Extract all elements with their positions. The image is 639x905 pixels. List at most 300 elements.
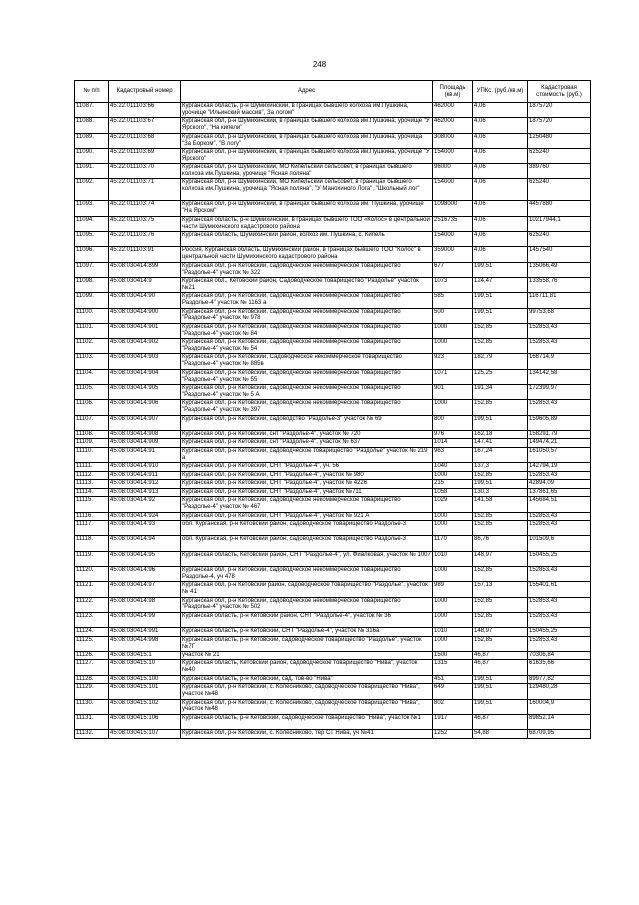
address-cell: Курганская обл, р-н Кетовский, Садоводческое некоммерческое товарищество "Раздолье-4" участок № 885в — [181, 354, 433, 369]
address-cell: Курганская обл, р-н Кетовский, садоводческое некоммерческое товарищество "Раздолье-4" участок № 502 — [181, 597, 433, 612]
row-number-cell: 11119. — [75, 551, 109, 566]
cadastral-cost-cell: 116711,81 — [528, 293, 591, 308]
row-number-cell: 11124. — [75, 628, 109, 637]
header-cadastral-number: Кадастровый номер — [109, 81, 181, 103]
address-cell: Курганская область, р-н Шумихинский, в границах бывшего колхоза им.Пушкина, урочище "Ильинский массив", За логом" — [181, 103, 433, 118]
address-cell: Курганская обл, р-н Шумихинский, МО Кипельский сельсовет, в границах бывшего колхоза им.Пушкина, урочища "Ясная поляна", "У Манохиного Лога", "Школьный лог" — [181, 179, 433, 201]
row-number-cell: 11101. — [75, 323, 109, 338]
area-cell: 1098000 — [433, 201, 473, 216]
area-cell: 1000 — [433, 339, 473, 354]
address-cell: Курганская обл, р-н Кетовский, садоводческое некоммерческое товарищество "Раздолье-4" участок № 84 — [181, 323, 433, 338]
area-cell: 2516735 — [433, 216, 473, 231]
cadastral-cost-cell: 152853,43 — [528, 323, 591, 338]
table-row — [75, 369, 591, 384]
row-number-cell: 11087. — [75, 103, 109, 118]
cadastral-cost-cell: 129480,28 — [528, 684, 591, 699]
cadastral-number-cell: 45:08:030414:904 — [109, 369, 181, 384]
cadastral-number-cell: 45:08:030414:905 — [109, 385, 181, 400]
cadastral-cost-cell: 150455,25 — [528, 628, 591, 637]
cadastral-number-cell: 45:08:030414:899 — [109, 262, 181, 277]
upks-cell: 4,06 — [473, 103, 528, 118]
address-cell: Курганская область, Кетовский район, СНТ "Раздолье-4", ул. Фиалковая, участок № 1007 — [181, 551, 433, 566]
cadastral-cost-cell: 152853,43 — [528, 597, 591, 612]
upks-cell: 199,51 — [473, 262, 528, 277]
address-cell: Курганская обл, р-н Кетовский, садоводческое некоммерческое товарищество "Раздолье-4" участок № 54 — [181, 339, 433, 354]
address-cell: Курганская обл, р-н Кетовский, СНТ "Раздолье-4", участок №711 — [181, 488, 433, 497]
table-row — [75, 232, 591, 247]
area-cell: 308000 — [433, 133, 473, 148]
cadastral-cost-cell: 89852,14 — [528, 714, 591, 729]
table-row — [75, 216, 591, 231]
upks-cell: 152,85 — [473, 566, 528, 581]
table-header-row — [75, 81, 591, 103]
row-number-cell: 11120. — [75, 566, 109, 581]
area-cell: 1000 — [433, 512, 473, 521]
address-cell: Россия, Курганская область, Шумихинский район, в границах бывшего ТОО "Колос" в центральной части Шумихинского кадастрового района — [181, 247, 433, 262]
cadastral-number-cell: 45:08:030414:991 — [109, 628, 181, 637]
table-row — [75, 714, 591, 729]
row-number-cell: 11117. — [75, 521, 109, 536]
address-cell: Курганская обл, р-н Кетовский, с. Колесниково, садоводческое товарищество "Нива", участок №48 — [181, 699, 433, 714]
upks-cell: 152,85 — [473, 521, 528, 536]
table-row — [75, 480, 591, 489]
table-row — [75, 651, 591, 660]
header-address: Адрес — [181, 81, 433, 103]
area-cell: 1500 — [433, 651, 473, 660]
cadastral-number-cell: 45:08:030414:911 — [109, 471, 181, 480]
cadastral-cost-cell: 142794,19 — [528, 463, 591, 472]
cadastral-number-cell: 45:08:030414:913 — [109, 488, 181, 497]
cadastral-cost-cell: 1457540 — [528, 247, 591, 262]
area-cell: 1000 — [433, 597, 473, 612]
area-cell: 649 — [433, 684, 473, 699]
row-number-cell: 11113. — [75, 480, 109, 489]
upks-cell: 4,06 — [473, 164, 528, 179]
address-cell: участок № 21 — [181, 651, 433, 660]
row-number-cell: 11122. — [75, 597, 109, 612]
table-row — [75, 439, 591, 448]
upks-cell: 54,88 — [473, 730, 528, 739]
cadastral-cost-cell: 625240 — [528, 179, 591, 201]
row-number-cell: 11107. — [75, 415, 109, 430]
area-cell: 923 — [433, 354, 473, 369]
upks-cell: 152,85 — [473, 636, 528, 651]
table-row — [75, 612, 591, 627]
row-number-cell: 11092. — [75, 179, 109, 201]
area-cell: 500 — [433, 308, 473, 323]
row-number-cell: 11094. — [75, 216, 109, 231]
header-area: Площадь (кв.м) — [433, 81, 473, 103]
table-row — [75, 148, 591, 163]
upks-cell: 4,06 — [473, 247, 528, 262]
cadastral-number-cell: 45:08:030414:909 — [109, 439, 181, 448]
cadastral-cost-cell: 68709,95 — [528, 730, 591, 739]
address-cell: Курганская обл, р-н Кетовский, садоводческое некоммерческое товарищество "Раздолье-4" участок № 55 — [181, 369, 433, 384]
upks-cell: 199,51 — [473, 699, 528, 714]
area-cell: 1000 — [433, 566, 473, 581]
cadastral-number-cell: 45:22:011103:69 — [109, 148, 181, 163]
cadastral-table — [74, 80, 591, 739]
header-upks: УПКс. (руб./кв.м) — [473, 81, 528, 103]
cadastral-number-cell: 45:08:030414:94 — [109, 536, 181, 551]
row-number-cell: 11100. — [75, 308, 109, 323]
address-cell: Курганская обл, р-н Шумихинский, в границах бывшего колхоза им. Пушкина, урочище "На Ярском" — [181, 201, 433, 216]
cadastral-number-cell: 45:08:030415:101 — [109, 684, 181, 699]
cadastral-number-cell: 45:08:030414:908 — [109, 430, 181, 439]
cadastral-number-cell: 45:08:030414:97 — [109, 582, 181, 597]
area-cell: 1000 — [433, 636, 473, 651]
address-cell: Курганская область, р-н Кетовский, сад. тов-во "Нива" — [181, 675, 433, 684]
address-cell: Курганская обл, р-н Кетовский, СНТ "Раздолье-4", участок № 921 А — [181, 512, 433, 521]
address-cell: Курганская область, Шумихинский район, колхоз им. Пушкина, с. Кипель — [181, 232, 433, 247]
upks-cell: 147,41 — [473, 439, 528, 448]
upks-cell: 141,58 — [473, 497, 528, 512]
upks-cell: 182,79 — [473, 354, 528, 369]
upks-cell: 199,51 — [473, 480, 528, 489]
row-number-cell: 11097. — [75, 262, 109, 277]
table-row — [75, 628, 591, 637]
area-cell: 989 — [433, 582, 473, 597]
cadastral-cost-cell: 152853,43 — [528, 471, 591, 480]
upks-cell: 46,87 — [473, 714, 528, 729]
cadastral-cost-cell: 42894,09 — [528, 480, 591, 489]
cadastral-number-cell: 45:22:011103:91 — [109, 247, 181, 262]
upks-cell: 167,24 — [473, 447, 528, 462]
address-cell: Курганская обл, р-н Шумихинский, в границах бывшего колхоза им.Пушкина, урочище "У Ярского" — [181, 148, 433, 163]
table-row — [75, 730, 591, 739]
cadastral-cost-cell: 389760 — [528, 164, 591, 179]
page-number: 248 — [312, 60, 327, 69]
row-number-cell: 11091. — [75, 164, 109, 179]
table-row — [75, 675, 591, 684]
cadastral-number-cell: 45:08:030414:9 — [109, 277, 181, 292]
cadastral-number-cell: 45:08:030414:907 — [109, 415, 181, 430]
row-number-cell: 11095. — [75, 232, 109, 247]
table-row — [75, 597, 591, 612]
upks-cell: 191,34 — [473, 385, 528, 400]
upks-cell: 4,06 — [473, 148, 528, 163]
area-cell: 1010 — [433, 551, 473, 566]
table-row — [75, 133, 591, 148]
cadastral-cost-cell: 172399,97 — [528, 385, 591, 400]
area-cell: 451 — [433, 675, 473, 684]
upks-cell: 148,97 — [473, 628, 528, 637]
upks-cell: 152,85 — [473, 471, 528, 480]
upks-cell: 4,06 — [473, 133, 528, 148]
area-cell: 154000 — [433, 179, 473, 201]
cadastral-number-cell: 45:08:030414:99 — [109, 612, 181, 627]
row-number-cell: 11112. — [75, 471, 109, 480]
area-cell: 802 — [433, 699, 473, 714]
cadastral-cost-cell: 1875720 — [528, 103, 591, 118]
area-cell: 359000 — [433, 247, 473, 262]
cadastral-cost-cell: 152853,43 — [528, 521, 591, 536]
row-number-cell: 11131. — [75, 714, 109, 729]
address-cell: Курганская обл, р-н Кетовский, снт "Раздолье-4", участок № 720 — [181, 430, 433, 439]
row-number-cell: 11110. — [75, 447, 109, 462]
cadastral-cost-cell: 134142,58 — [528, 369, 591, 384]
table-row — [75, 636, 591, 651]
cadastral-number-cell: 45:22:011103:76 — [109, 232, 181, 247]
area-cell: 1000 — [433, 521, 473, 536]
cadastral-cost-cell: 61635,66 — [528, 660, 591, 675]
area-cell: 677 — [433, 262, 473, 277]
upks-cell: 157,13 — [473, 582, 528, 597]
cadastral-number-cell: 45:22:011103:70 — [109, 164, 181, 179]
row-number-cell: 11098. — [75, 277, 109, 292]
area-cell: 1000 — [433, 612, 473, 627]
cadastral-number-cell: 45:22:011103:71 — [109, 179, 181, 201]
upks-cell: 124,47 — [473, 277, 528, 292]
cadastral-number-cell: 45:08:030414:93 — [109, 521, 181, 536]
header-number: № п/п — [75, 81, 109, 103]
area-cell: 1040 — [433, 463, 473, 472]
upks-cell: 4,06 — [473, 201, 528, 216]
address-cell: Курганская обл, р-н Кетовский, садоводческое некоммерческое товарищество "Раздолье-4" участок № 397 — [181, 400, 433, 415]
area-cell: 462000 — [433, 118, 473, 133]
address-cell: Курганская обл, р-н Кетовский, с. Колесниково, садоводческое товарищество "Нива", участок №48 — [181, 684, 433, 699]
cadastral-cost-cell: 625240 — [528, 148, 591, 163]
upks-cell: 152,85 — [473, 400, 528, 415]
cadastral-cost-cell: 159605,89 — [528, 415, 591, 430]
cadastral-cost-cell: 1875720 — [528, 118, 591, 133]
cadastral-cost-cell: 99753,68 — [528, 308, 591, 323]
address-cell: Курганская обл, р-н Кетовский, садоводческое некоммерческое товарищество " Раздолье-4" участок № 1163 а — [181, 293, 433, 308]
cadastral-cost-cell: 168714,9 — [528, 354, 591, 369]
cadastral-cost-cell: 152853,43 — [528, 512, 591, 521]
cadastral-number-cell: 45:08:030415:100 — [109, 675, 181, 684]
upks-cell: 199,51 — [473, 415, 528, 430]
address-cell: Курганская обл, р-н Кетовский район, садоводческое товарищество "Раздолье", участок № 41 — [181, 582, 433, 597]
cadastral-number-cell: 45:22:011103:68 — [109, 133, 181, 148]
row-number-cell: 11093. — [75, 201, 109, 216]
address-cell: Курганская область, р-н Кетовский, СНТ "Раздолье-4", участок № 316а — [181, 628, 433, 637]
table-row — [75, 179, 591, 201]
table-row — [75, 415, 591, 430]
row-number-cell: 11102. — [75, 339, 109, 354]
table-row — [75, 488, 591, 497]
upks-cell: 152,85 — [473, 597, 528, 612]
area-cell: 154000 — [433, 148, 473, 163]
cadastral-number-cell: 45:22:011103:75 — [109, 216, 181, 231]
area-cell: 1000 — [433, 471, 473, 480]
address-cell: Курганская область, Кетовский район, садоводческое товарищество "Нива", участок №40 — [181, 660, 433, 675]
upks-cell: 152,85 — [473, 512, 528, 521]
area-cell: 585 — [433, 293, 473, 308]
address-cell: Курганская область, р-н Шумихинский, в границах бывшего ТОО «Колос» в центральной части Шумихинского кадастрового района — [181, 216, 433, 231]
address-cell: Курганская обл, р-н Кетовский, садоводческое товарищество "Раздолье" участок № 219 а — [181, 447, 433, 462]
cadastral-number-cell: 45:22:011103:74 — [109, 201, 181, 216]
cadastral-cost-cell: 152853,43 — [528, 400, 591, 415]
area-cell: 96000 — [433, 164, 473, 179]
area-cell: 1315 — [433, 660, 473, 675]
upks-cell: 125,25 — [473, 369, 528, 384]
upks-cell: 152,85 — [473, 339, 528, 354]
row-number-cell: 11114. — [75, 488, 109, 497]
cadastral-cost-cell: 145684,51 — [528, 497, 591, 512]
row-number-cell: 11116. — [75, 512, 109, 521]
area-cell: 1029 — [433, 497, 473, 512]
cadastral-cost-cell: 89977,82 — [528, 675, 591, 684]
area-cell: 1058 — [433, 488, 473, 497]
address-cell: Курганская обл, р-н Кетовский, садоводческое некоммерческое товарищество "Раздолье-4" участок № 322 — [181, 262, 433, 277]
row-number-cell: 11127. — [75, 660, 109, 675]
area-cell: 963 — [433, 447, 473, 462]
cadastral-cost-cell: 10217944,1 — [528, 216, 591, 231]
cadastral-number-cell: 45:08:030414:903 — [109, 354, 181, 369]
address-cell: Курганская обл, р-н Кетовский, садоводческое некоммерческое товарищество "Раздолье-4" участок № 5 А — [181, 385, 433, 400]
row-number-cell: 11132. — [75, 730, 109, 739]
upks-cell: 199,51 — [473, 675, 528, 684]
area-cell: 154000 — [433, 232, 473, 247]
upks-cell: 4,06 — [473, 118, 528, 133]
cadastral-number-cell: 45:08:030414:910 — [109, 463, 181, 472]
area-cell: 1170 — [433, 536, 473, 551]
row-number-cell: 11109. — [75, 439, 109, 448]
table-row — [75, 164, 591, 179]
row-number-cell: 11121. — [75, 582, 109, 597]
cadastral-number-cell: 45:08:030415:1 — [109, 651, 181, 660]
row-number-cell: 11090. — [75, 148, 109, 163]
area-cell: 1071 — [433, 369, 473, 384]
area-cell: 1000 — [433, 323, 473, 338]
area-cell: 1252 — [433, 730, 473, 739]
cadastral-number-cell: 45:08:030414:98 — [109, 597, 181, 612]
address-cell: Курганская обл, р-н Шумихинский, в границах бывшего колхоза им.Пушкина, урочище "У Ярского", "На кипели" — [181, 118, 433, 133]
table-row — [75, 385, 591, 400]
address-cell: обл. Курганская, р-н Кетовский район, садоводческое товарищество Раздолье-3 — [181, 536, 433, 551]
table-row — [75, 684, 591, 699]
row-number-cell: 11104. — [75, 369, 109, 384]
row-number-cell: 11118. — [75, 536, 109, 551]
table-row — [75, 354, 591, 369]
address-cell: Курганская обл, р-н Кетовский, СНТ "Раздолье-4", участок № 4226 — [181, 480, 433, 489]
table-row — [75, 400, 591, 415]
row-number-cell: 11129. — [75, 684, 109, 699]
cadastral-number-cell: 45:08:030415:10 — [109, 660, 181, 675]
cadastral-number-cell: 45:08:030414:95 — [109, 551, 181, 566]
address-cell: Курганская обл, р-н Кетовский, СНТ "Раздолье-4", участок № 980 — [181, 471, 433, 480]
row-number-cell: 11115. — [75, 497, 109, 512]
table-row — [75, 471, 591, 480]
area-cell: 1073 — [433, 277, 473, 292]
address-cell: Курганская обл, р-н Кетовский, садоводческое некоммерческое товарищество Раздолье-4, уч 478 — [181, 566, 433, 581]
table-row — [75, 293, 591, 308]
upks-cell: 4,06 — [473, 216, 528, 231]
address-cell: Курганская обл, р-н Кетовский, СНТ "Раздолье-4", уч. 56 — [181, 463, 433, 472]
upks-cell: 137,3 — [473, 463, 528, 472]
header-cadastral-cost: Кадастровая стоимость (руб.) — [528, 81, 591, 103]
cadastral-number-cell: 45:08:030414:92 — [109, 497, 181, 512]
table-row — [75, 262, 591, 277]
area-cell: 1014 — [433, 439, 473, 448]
table-row — [75, 323, 591, 338]
table-row — [75, 699, 591, 714]
cadastral-number-cell: 45:08:030414:90 — [109, 293, 181, 308]
upks-cell: 148,97 — [473, 551, 528, 566]
row-number-cell: 11089. — [75, 133, 109, 148]
upks-cell: 152,85 — [473, 323, 528, 338]
cadastral-cost-cell: 160004,9 — [528, 699, 591, 714]
table-row — [75, 551, 591, 566]
table-row — [75, 308, 591, 323]
cadastral-number-cell: 45:08:030414:902 — [109, 339, 181, 354]
table-row — [75, 447, 591, 462]
row-number-cell: 11099. — [75, 293, 109, 308]
table-row — [75, 277, 591, 292]
cadastral-cost-cell: 70306,84 — [528, 651, 591, 660]
row-number-cell: 11103. — [75, 354, 109, 369]
cadastral-cost-cell: 135066,49 — [528, 262, 591, 277]
cadastral-number-cell: 45:08:030414:900 — [109, 308, 181, 323]
cadastral-number-cell: 45:08:030414:901 — [109, 323, 181, 338]
upks-cell: 199,51 — [473, 308, 528, 323]
cadastral-cost-cell: 4457880 — [528, 201, 591, 216]
cadastral-cost-cell: 625240 — [528, 232, 591, 247]
cadastral-number-cell: 45:08:030414:96 — [109, 566, 181, 581]
upks-cell: 46,87 — [473, 660, 528, 675]
cadastral-cost-cell: 152853,43 — [528, 636, 591, 651]
address-cell: Курганская обл, р-н Кетовский, садоводство "Раздолье-3" участок № 69 — [181, 415, 433, 430]
address-cell: Курганская обл, р-н Кетовский, снт "Раздолье-4", участок № 637 — [181, 439, 433, 448]
area-cell: 901 — [433, 385, 473, 400]
address-cell: Курганская область, р-н Кетовский, садоводческое товарищество "Раздолье", участок №7Г — [181, 636, 433, 651]
table-row — [75, 512, 591, 521]
area-cell: 462000 — [433, 103, 473, 118]
table-row — [75, 247, 591, 262]
upks-cell: 130,3 — [473, 488, 528, 497]
cadastral-cost-cell: 101509,6 — [528, 536, 591, 551]
cadastral-number-cell: 45:22:011103:67 — [109, 118, 181, 133]
upks-cell: 152,85 — [473, 612, 528, 627]
cadastral-cost-cell: 152853,43 — [528, 612, 591, 627]
upks-cell: 162,18 — [473, 430, 528, 439]
table-row — [75, 497, 591, 512]
cadastral-number-cell: 45:08:030415:107 — [109, 730, 181, 739]
table-row — [75, 660, 591, 675]
row-number-cell: 11106. — [75, 400, 109, 415]
row-number-cell: 11128. — [75, 675, 109, 684]
cadastral-number-cell: 45:08:030414:912 — [109, 480, 181, 489]
area-cell: 976 — [433, 430, 473, 439]
upks-cell: 199,51 — [473, 293, 528, 308]
cadastral-number-cell: 45:08:030414:998 — [109, 636, 181, 651]
upks-cell: 4,06 — [473, 232, 528, 247]
cadastral-number-cell: 45:08:030414:924 — [109, 512, 181, 521]
cadastral-cost-cell: 150455,25 — [528, 551, 591, 566]
cadastral-cost-cell: 149474,21 — [528, 439, 591, 448]
upks-cell: 86,76 — [473, 536, 528, 551]
cadastral-number-cell: 45:08:030415:106 — [109, 714, 181, 729]
row-number-cell: 11105. — [75, 385, 109, 400]
cadastral-cost-cell: 161050,57 — [528, 447, 591, 462]
table-row — [75, 201, 591, 216]
address-cell: Курганская обл., Кетовский район, Садоводческое товарищество "Раздолье" участок №21 — [181, 277, 433, 292]
row-number-cell: 11130. — [75, 699, 109, 714]
row-number-cell: 11125. — [75, 636, 109, 651]
cadastral-cost-cell: 155401,61 — [528, 582, 591, 597]
table-row — [75, 521, 591, 536]
address-cell: Курганская обл, р-н Шумихинский, в границах бывшего колхоза им.Пушкина, урочища "За Борком", "В логу" — [181, 133, 433, 148]
address-cell: Курганская обл, р-н Кетовский, садоводческое некоммерческое товарищество "Раздолье-4" участок № 978 — [181, 308, 433, 323]
cadastral-cost-cell: 158291,79 — [528, 430, 591, 439]
row-number-cell: 11088. — [75, 118, 109, 133]
row-number-cell: 11111. — [75, 463, 109, 472]
address-cell: Курганская обл, р-н Кетовский, садоводческое некоммерческое товарищество "Раздолье-4" участок № 467 — [181, 497, 433, 512]
cadastral-number-cell: 45:08:030414:906 — [109, 400, 181, 415]
upks-cell: 4,06 — [473, 179, 528, 201]
area-cell: 800 — [433, 415, 473, 430]
